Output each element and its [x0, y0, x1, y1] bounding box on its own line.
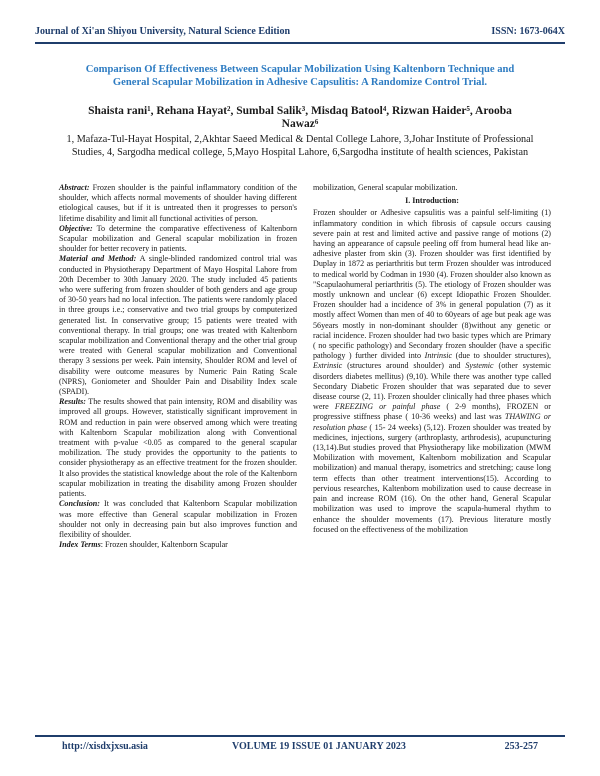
abstract-label: Abstract: — [59, 183, 90, 192]
methods-label: Material and Method: — [59, 254, 137, 264]
introduction-heading: I. Introduction: — [405, 196, 459, 206]
index-terms-text: : Frozen shoulder, Kaltenborn Scapular — [100, 540, 228, 550]
header-rule — [35, 42, 565, 44]
index-terms-label: Index Terms — [59, 540, 101, 550]
left-column — [59, 183, 297, 550]
right-column — [313, 183, 551, 535]
journal-url[interactable]: http://xisdxjxsu.asia — [62, 741, 148, 752]
conclusion-text: It was concluded that Kaltenborn Scapular mobilization was more effective than General scapular mobilization in Frozen shoulder not only in decreasing pain but also improves function and flexibility of shoulder. — [59, 499, 297, 539]
abstract-paragraph — [59, 183, 297, 224]
abstract-text: Frozen shoulder is the painful inflammatory condition of the shoulder, which affects normal movements of shoulder having different etiological causes, but if it is untreated then it progresses to person's lifetime disability and limit all functional activities of person. — [59, 183, 297, 223]
affiliations: 1, Mafaza-Tul-Hayat Hospital, 2,Akhtar Saeed Medical & Dental College Lahore, 3,Johar Institute of Professional Studies, 4, Sargodha medical college, 5,Mayo Hospital Lahore, 6,Sargodha institute of health sciences, Pakistan — [66, 134, 534, 159]
results-text: The results showed that pain intensity, ROM and disability was improved all groups. However, statistically significant improvement in ROM and reduction in pain were observed among which were treating with Kaltenborn Scapular mobilization along with Conventional treatment with p-value <0.05 as compared to the general scapular mobilization. The study provides the opportunity to the patients to consider physiotherapy as an effective treatment for the frozen shoulder. It also provides the statistical knowledge about the role of the Kaltenborn scapular mobilization in treating the disability among Frozen shoulder patients. — [59, 397, 297, 499]
objective-paragraph — [59, 224, 297, 255]
author-list: Shaista rani¹, Rehana Hayat², Sumbal Salik³, Misdaq Batool⁴, Rizwan Haider⁵, Arooba Nawaz⁶ — [88, 105, 512, 130]
introduction-paragraph: Frozen shoulder or Adhesive capsulitis was a painful self-limiting (1) inflammatory condition in which fibrosis of capsule occurs causing severe pain at rest and limited active and passive range of motions (2) having an appearance of capsule peeling off from humeral head like an-adhesive plaster from skin (3). Frozen shoulder was first identified by Duplay in 1872 as periarthritis but term Frozen shoulder was introduced to medical world by Codman in 1930 (4). Frozen shoulder also known as "Scapulaohumeral periarthritis (5). The etiology of Frozen shoulder was mostly unknown and unclear (6) except Idiopathic Frozen Shoulder. Frozen shoulder had a incidence of 3% in general population (7) as it mostly affect Women than men of 40 to 60years of age but peak age was 56years mostly in non-dominant shoulder (8)without any genetic or racial incidence. Frozen shoulder had two basic types which are Primary ( no specific pathology) and Secondary frozen shoulder (have a specific pathology ) further divided into Intrinsic (due to shoulder structures), Extrinsic (structures around shoulder) and Systemic (other systemic disorders diabetes mellitus) (9,10). While there was another type called Secondary Diabetic Frozen shoulder that was separated due to sever disease course (2, 11). Frozen shoulder clinically had three phases which were FREEZING or painful phase ( 2-9 months), FROZEN or progressive stiffness phase ( 10-36 weeks) and last was THAWING or resolution phase ( 15- 24 weeks) (5,12). Frozen shoulder was treated by medicines, injections, surgery (arthroplasty, arthrodesis), acupuncturing (13,14).But studies proved that Physiotherapy like mobilization (MWM Mobilization with movement, Kaltenborn mobilization and Scapular mobilization) and manual therapy, isometrics and stretching; cause long term effects than other treatment interventions(15). According to pervious researches, Kaltenborn mobilization used to cause decrease in pain and increase ROM (16). On the other hand, General Scapular mobilization was used to improve the scapula-humeral rhythm to enhance the shoulder movements (17). Previous literature mostly focused on the effectiveness of the mobilization — [313, 208, 551, 534]
issn: ISSN: 1673-064X — [491, 26, 565, 37]
results-label: Results: — [59, 397, 86, 407]
index-terms-continued: mobilization, General scapular mobilization. — [313, 183, 458, 192]
methods-text: A single-blinded randomized control trial was conducted in Physiotherapy Department of Mayo Hospital Lahore from 20th December to 30th January 2020. The study included 45 patients who were suffering from frozen shoulder of both genders and age group of 30-50 years had no local infection. The patients were randomly placed in three groups i.e.; conservative and two trial groups by computerized generated list. In conservative group; 15 patients were treated with conventional therapy. In trial groups; one was treated with Kaltenborn scapular mobilization and Conventional therapy and the other trial group were treated with General scapular mobilization and Conventional therapy 3 sessions per week. Pain intensity, Shoulder ROM and level of disability were outcome measures by Numeric Pain Rating Scale (NPRS), Goniometer and Shoulder Pain and Disability Index scale (SPADI). — [59, 254, 298, 397]
journal-name: Journal of Xi'an Shiyou University, Natural Science Edition — [35, 26, 291, 37]
running-header — [35, 26, 565, 40]
paper-title: Comparison Of Effectiveness Between Scapular Mobilization Using Kaltenborn Technique and General Scapular Mobilization in Adhesive Capsulitis: A Randomize Control Trial. — [85, 64, 515, 88]
index-terms-paragraph — [59, 540, 297, 550]
conclusion-label: Conclusion: — [59, 499, 100, 509]
conclusion-paragraph — [59, 499, 297, 540]
volume-issue: VOLUME 19 ISSUE 01 JANUARY 2023 — [232, 741, 406, 752]
page-footer — [62, 741, 538, 755]
results-paragraph — [59, 397, 297, 499]
page-range: 253-257 — [504, 741, 538, 752]
objective-text: To determine the comparative effectiveness of Kaltenborn Scapular mobilization and General scapular mobilization in frozen shoulder for better recovery in patients. — [59, 223, 297, 254]
footer-rule — [35, 735, 565, 737]
objective-label: Objective: — [59, 223, 93, 233]
methods-paragraph — [59, 254, 297, 397]
